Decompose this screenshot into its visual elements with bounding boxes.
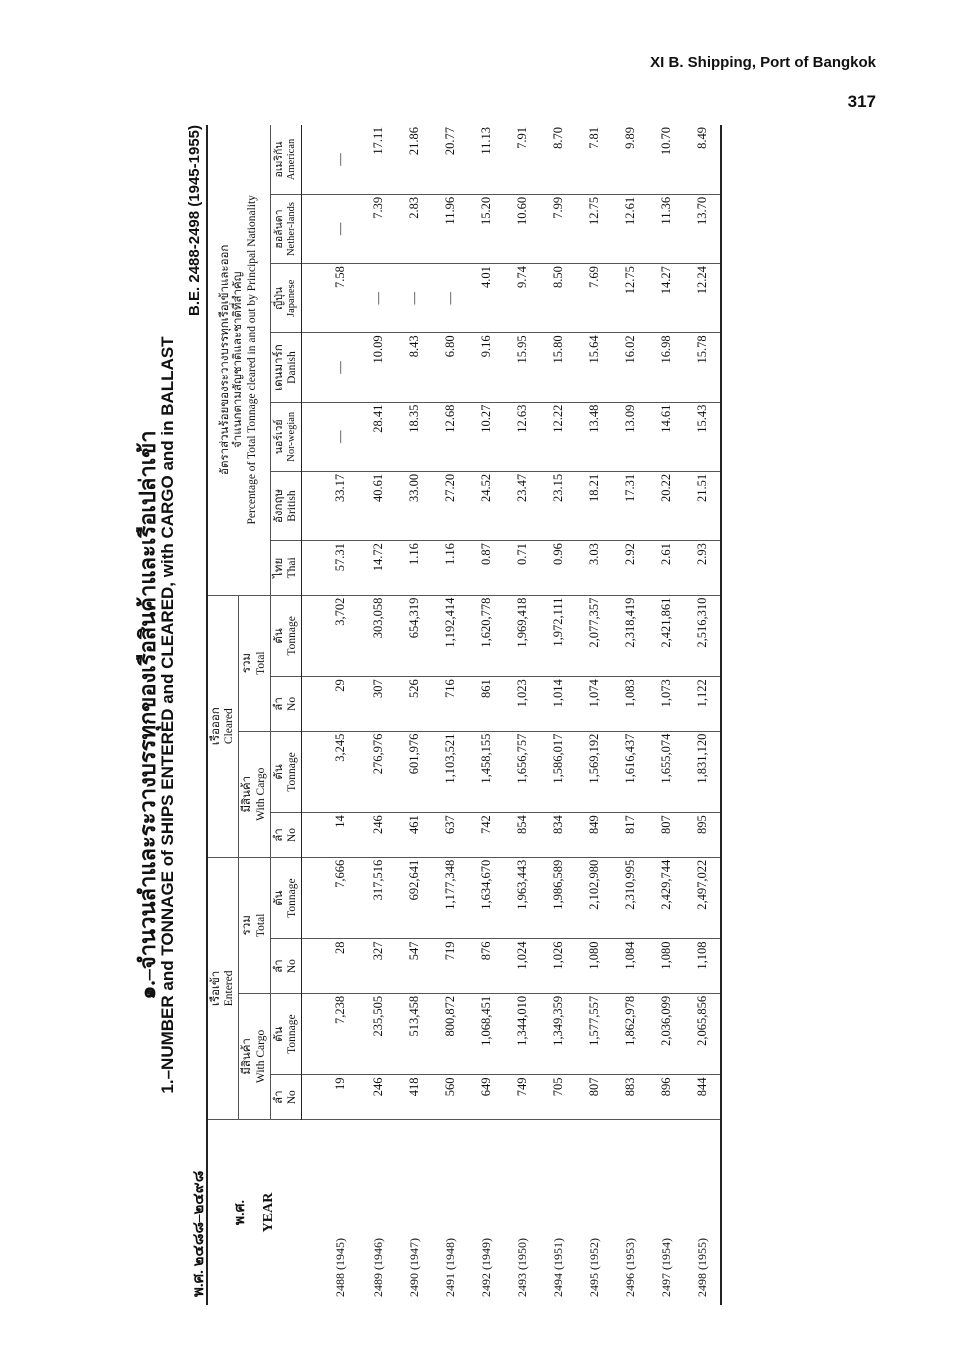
with-cargo-thai: มีสินค้า bbox=[241, 1038, 254, 1075]
nationality-thai: อังกฤษ bbox=[272, 489, 285, 524]
cleared-cargo-tonnage-cell: 1,103,521 bbox=[432, 731, 468, 813]
cleared-header-thai: เรือออก bbox=[210, 707, 222, 746]
entered-total-tonnage-cell: 317,516 bbox=[360, 857, 396, 939]
pct-american-cell: 7.91 bbox=[504, 125, 540, 194]
entered-total-tonnage-cell: 2,310,995 bbox=[612, 857, 648, 939]
tonnage-header bbox=[270, 857, 301, 939]
nationality-header-american-col bbox=[270, 125, 301, 194]
total-english: Total bbox=[254, 913, 267, 938]
pct-japanese-cell: — bbox=[396, 264, 432, 333]
pct-japanese-cell: 4.01 bbox=[468, 264, 504, 333]
entered-cargo-tonnage-cell: 1,344,010 bbox=[504, 993, 540, 1075]
cleared-cargo-no-cell: 895 bbox=[684, 813, 721, 858]
cleared-cargo-tonnage-cell: 1,616,437 bbox=[612, 731, 648, 813]
pct-thai-cell: 2.61 bbox=[648, 541, 684, 595]
pct-american-cell: — bbox=[302, 125, 361, 194]
no-header bbox=[270, 939, 301, 993]
tonnage-thai: ตัน bbox=[272, 764, 285, 780]
cleared-cargo-tonnage-cell: 1,458,155 bbox=[468, 731, 504, 813]
entered-total-tonnage-cell: 2,429,744 bbox=[648, 857, 684, 939]
entered-total-no-cell: 327 bbox=[360, 939, 396, 993]
entered-cargo-no-cell: 844 bbox=[684, 1075, 721, 1120]
cleared-header bbox=[207, 595, 239, 857]
tonnage-header bbox=[270, 731, 301, 813]
nationality-english: Nor-wegian bbox=[286, 411, 298, 462]
table-row bbox=[360, 125, 396, 1305]
no-english: No bbox=[286, 959, 299, 974]
pct-norwegian-cell: 18.35 bbox=[396, 402, 432, 471]
table-title-english: 1.–NUMBER and TONNAGE of SHIPS ENTERED and CLEARED, with CARGO and in BALLAST bbox=[158, 336, 177, 1094]
pct-netherlands-cell: 13.70 bbox=[684, 194, 721, 263]
pct-norwegian-cell: — bbox=[302, 402, 361, 471]
tonnage-english: Tonnage bbox=[286, 752, 299, 792]
table-row bbox=[684, 125, 721, 1305]
table-row bbox=[302, 125, 361, 1305]
entered-cargo-tonnage-cell: 2,065,856 bbox=[684, 993, 721, 1075]
nationality-english: British bbox=[286, 490, 299, 522]
total-thai: รวม bbox=[241, 653, 254, 674]
cleared-cargo-no-cell: 637 bbox=[432, 813, 468, 858]
pct-thai-cell: 57.31 bbox=[302, 541, 361, 595]
nationality-header-netherlands-col bbox=[270, 194, 301, 263]
cleared-total-no-cell: 29 bbox=[302, 677, 361, 731]
entered-cargo-tonnage-cell: 1,862,978 bbox=[612, 993, 648, 1075]
year-cell: 2498 (1955) bbox=[694, 1238, 709, 1297]
entered-cargo-no-cell: 705 bbox=[540, 1075, 576, 1120]
pct-thai-cell: 3.03 bbox=[576, 541, 612, 595]
entered-cargo-tonnage-cell: 1,349,359 bbox=[540, 993, 576, 1075]
cleared-total-no-cell: 526 bbox=[396, 677, 432, 731]
pct-danish-cell: 10.09 bbox=[360, 333, 396, 402]
pct-american-cell: 10.70 bbox=[648, 125, 684, 194]
tonnage-english: Tonnage bbox=[286, 616, 299, 656]
pct-netherlands-cell: 7.99 bbox=[540, 194, 576, 263]
pct-netherlands-cell: 11.96 bbox=[432, 194, 468, 263]
pct-thai-cell: 1.16 bbox=[396, 541, 432, 595]
pct-netherlands-cell: 2.83 bbox=[396, 194, 432, 263]
cleared-cargo-tonnage-cell: 1,831,120 bbox=[684, 731, 721, 813]
nationality-header-japanese-col bbox=[270, 264, 301, 333]
cleared-total-no-cell: 1,074 bbox=[576, 677, 612, 731]
pct-netherlands-cell: 10.60 bbox=[504, 194, 540, 263]
pct-british-cell: 21.51 bbox=[684, 471, 721, 540]
cleared-total-tonnage-cell: 1,620,778 bbox=[468, 595, 504, 677]
no-header bbox=[270, 813, 301, 858]
pct-american-cell: 8.70 bbox=[540, 125, 576, 194]
entered-cargo-tonnage-cell: 513,458 bbox=[396, 993, 432, 1075]
no-english: No bbox=[286, 828, 299, 843]
table-body bbox=[302, 125, 722, 1305]
pct-norwegian-cell: 28.41 bbox=[360, 402, 396, 471]
pct-american-cell: 11.13 bbox=[468, 125, 504, 194]
table-row bbox=[432, 125, 468, 1305]
tonnage-header bbox=[270, 595, 301, 677]
cleared-total-tonnage-cell: 2,421,861 bbox=[648, 595, 684, 677]
pct-british-cell: 24.52 bbox=[468, 471, 504, 540]
pct-american-cell: 21.86 bbox=[396, 125, 432, 194]
year-header-english: YEAR bbox=[260, 1192, 276, 1233]
pct-netherlands-cell: — bbox=[302, 194, 361, 263]
year-cell: 2492 (1949) bbox=[478, 1238, 493, 1297]
pct-thai-cell: 2.93 bbox=[684, 541, 721, 595]
nationality-thai: ญี่ปุ่น bbox=[274, 286, 286, 310]
pct-thai-cell: 1.16 bbox=[432, 541, 468, 595]
tonnage-header bbox=[270, 993, 301, 1075]
nationality-thai: อเมริกัน bbox=[274, 141, 286, 178]
cleared-total-tonnage-cell: 2,516,310 bbox=[684, 595, 721, 677]
entered-total-tonnage-cell: 692,641 bbox=[396, 857, 432, 939]
pct-netherlands-cell: 12.75 bbox=[576, 194, 612, 263]
pct-danish-cell: 15.95 bbox=[504, 333, 540, 402]
pct-japanese-cell: 9.74 bbox=[504, 264, 540, 333]
year-cell: 2494 (1951) bbox=[550, 1238, 565, 1297]
percentage-header-thai-2: จำแนกตามสัญชาติและชาติที่สำคัญ bbox=[232, 271, 245, 448]
table-row bbox=[648, 125, 684, 1305]
pct-thai-cell: 14.72 bbox=[360, 541, 396, 595]
table-row bbox=[504, 125, 540, 1305]
table-row bbox=[468, 125, 504, 1305]
running-head: XI B. Shipping, Port of Bangkok bbox=[650, 54, 876, 71]
pct-british-cell: 23.15 bbox=[540, 471, 576, 540]
entered-total-no-cell: 1,024 bbox=[504, 939, 540, 993]
page-number: 317 bbox=[847, 92, 876, 111]
cleared-cargo-no-cell: 14 bbox=[302, 813, 361, 858]
pct-danish-cell: 16.98 bbox=[648, 333, 684, 402]
total-english: Total bbox=[254, 651, 267, 675]
cleared-total-no-cell: 861 bbox=[468, 677, 504, 731]
pct-norwegian-cell: 15.43 bbox=[684, 402, 721, 471]
cleared-total-no-cell: 1,122 bbox=[684, 677, 721, 731]
cleared-total-header bbox=[239, 595, 270, 731]
cleared-total-tonnage-cell: 1,969,418 bbox=[504, 595, 540, 677]
cleared-total-tonnage-cell: 2,318,419 bbox=[612, 595, 648, 677]
entered-cargo-no-cell: 749 bbox=[504, 1075, 540, 1120]
pct-thai-cell: 0.96 bbox=[540, 541, 576, 595]
pct-american-cell: 20.77 bbox=[432, 125, 468, 194]
entered-with-cargo-header bbox=[239, 993, 270, 1119]
nationality-header-british-col bbox=[270, 471, 301, 540]
cleared-total-no-cell: 307 bbox=[360, 677, 396, 731]
no-english: No bbox=[286, 1090, 299, 1105]
pct-danish-cell: 15.78 bbox=[684, 333, 721, 402]
table-title-thai: ๑.–จำนวนลำและระวางบรรทุกของเรือสินค้าและเรือเปล่าเข้า bbox=[135, 430, 160, 1000]
pct-american-cell: 9.89 bbox=[612, 125, 648, 194]
entered-total-no-cell: 719 bbox=[432, 939, 468, 993]
cleared-total-no-cell: 716 bbox=[432, 677, 468, 731]
entered-header-english: Entered bbox=[223, 970, 236, 1007]
entered-total-tonnage-cell: 7,666 bbox=[302, 857, 361, 939]
nationality-header-norwegian-col bbox=[270, 402, 301, 471]
cleared-total-no-cell: 1,023 bbox=[504, 677, 540, 731]
pct-norwegian-cell: 13.09 bbox=[612, 402, 648, 471]
tonnage-thai: ตัน bbox=[272, 1026, 285, 1042]
nationality-english: Danish bbox=[286, 351, 299, 384]
pct-danish-cell: 8.43 bbox=[396, 333, 432, 402]
cleared-cargo-no-cell: 854 bbox=[504, 813, 540, 858]
cleared-cargo-no-cell: 807 bbox=[648, 813, 684, 858]
entered-total-tonnage-cell: 1,963,443 bbox=[504, 857, 540, 939]
nationality-thai: นอร์เวย์ bbox=[274, 419, 286, 455]
pct-american-cell: 17.11 bbox=[360, 125, 396, 194]
cleared-cargo-no-cell: 461 bbox=[396, 813, 432, 858]
entered-cargo-no-cell: 807 bbox=[576, 1075, 612, 1120]
entered-total-no-cell: 1,080 bbox=[648, 939, 684, 993]
entered-cargo-tonnage-cell: 7,238 bbox=[302, 993, 361, 1075]
entered-header-thai: เรือเข้า bbox=[210, 970, 222, 1007]
entered-header bbox=[207, 857, 239, 1119]
tonnage-thai: ตัน bbox=[272, 890, 285, 906]
pct-british-cell: 40.61 bbox=[360, 471, 396, 540]
pct-japanese-cell: 12.75 bbox=[612, 264, 648, 333]
entered-total-no-cell: 876 bbox=[468, 939, 504, 993]
nationality-header-thai-col bbox=[270, 541, 301, 595]
cleared-header-english: Cleared bbox=[223, 708, 236, 745]
pct-norwegian-cell: 12.63 bbox=[504, 402, 540, 471]
with-cargo-english: With Cargo bbox=[254, 1029, 267, 1084]
cleared-cargo-no-cell: 834 bbox=[540, 813, 576, 858]
pct-netherlands-cell: 7.39 bbox=[360, 194, 396, 263]
cleared-cargo-tonnage-cell: 601,976 bbox=[396, 731, 432, 813]
pct-british-cell: 27.20 bbox=[432, 471, 468, 540]
pct-danish-cell: — bbox=[302, 333, 361, 402]
entered-total-tonnage-cell: 1,986,589 bbox=[540, 857, 576, 939]
entered-total-tonnage-cell: 1,634,670 bbox=[468, 857, 504, 939]
pct-british-cell: 17.31 bbox=[612, 471, 648, 540]
tonnage-english: Tonnage bbox=[286, 1014, 299, 1054]
pct-british-cell: 23.47 bbox=[504, 471, 540, 540]
pct-japanese-cell: 8.50 bbox=[540, 264, 576, 333]
year-cell: 2490 (1947) bbox=[406, 1238, 421, 1297]
pct-norwegian-cell: 12.68 bbox=[432, 402, 468, 471]
no-thai: ลำ bbox=[272, 1090, 285, 1104]
pct-norwegian-cell: 13.48 bbox=[576, 402, 612, 471]
no-thai: ลำ bbox=[272, 959, 285, 973]
pct-norwegian-cell: 12.22 bbox=[540, 402, 576, 471]
nationality-english: Japanese bbox=[286, 279, 298, 317]
pct-thai-cell: 2.92 bbox=[612, 541, 648, 595]
cleared-cargo-no-cell: 246 bbox=[360, 813, 396, 858]
no-header bbox=[270, 1075, 301, 1120]
cleared-cargo-tonnage-cell: 1,569,192 bbox=[576, 731, 612, 813]
cleared-cargo-no-cell: 849 bbox=[576, 813, 612, 858]
entered-cargo-no-cell: 883 bbox=[612, 1075, 648, 1120]
cleared-cargo-tonnage-cell: 1,656,757 bbox=[504, 731, 540, 813]
pct-danish-cell: 15.64 bbox=[576, 333, 612, 402]
entered-cargo-tonnage-cell: 2,036,099 bbox=[648, 993, 684, 1075]
entered-cargo-tonnage-cell: 1,068,451 bbox=[468, 993, 504, 1075]
pct-japanese-cell: 12.24 bbox=[684, 264, 721, 333]
with-cargo-thai: มีสินค้า bbox=[241, 775, 254, 813]
cleared-total-no-cell: 1,083 bbox=[612, 677, 648, 731]
cleared-total-tonnage-cell: 1,192,414 bbox=[432, 595, 468, 677]
entered-cargo-no-cell: 246 bbox=[360, 1075, 396, 1120]
entered-total-no-cell: 28 bbox=[302, 939, 361, 993]
pct-american-cell: 8.49 bbox=[684, 125, 721, 194]
year-cell: 2496 (1953) bbox=[622, 1238, 637, 1297]
pct-norwegian-cell: 10.27 bbox=[468, 402, 504, 471]
no-header bbox=[270, 677, 301, 731]
pct-japanese-cell: 7.58 bbox=[302, 264, 361, 333]
pct-netherlands-cell: 11.36 bbox=[648, 194, 684, 263]
year-range-english: B.E. 2488-2498 (1945-1955) bbox=[186, 125, 203, 316]
cleared-cargo-tonnage-cell: 276,976 bbox=[360, 731, 396, 813]
pct-netherlands-cell: 12.61 bbox=[612, 194, 648, 263]
no-english: No bbox=[286, 696, 299, 711]
no-thai: ลำ bbox=[272, 697, 285, 711]
pct-japanese-cell: 14.27 bbox=[648, 264, 684, 333]
cleared-cargo-no-cell: 742 bbox=[468, 813, 504, 858]
year-range-thai: พ.ศ. ๒๔๘๘–๒๔๙๘ bbox=[191, 1170, 207, 1297]
pct-thai-cell: 0.71 bbox=[504, 541, 540, 595]
cleared-total-tonnage-cell: 654,319 bbox=[396, 595, 432, 677]
entered-cargo-no-cell: 560 bbox=[432, 1075, 468, 1120]
entered-cargo-no-cell: 649 bbox=[468, 1075, 504, 1120]
year-header bbox=[207, 1119, 302, 1305]
pct-danish-cell: 16.02 bbox=[612, 333, 648, 402]
entered-total-tonnage-cell: 1,177,348 bbox=[432, 857, 468, 939]
pct-american-cell: 7.81 bbox=[576, 125, 612, 194]
percentage-header-thai-1: อัตราส่วนร้อยของระวางบรรทุกเรือเข้าและออก bbox=[219, 244, 232, 475]
entered-cargo-no-cell: 418 bbox=[396, 1075, 432, 1120]
year-cell: 2488 (1945) bbox=[332, 1238, 347, 1297]
pct-norwegian-cell: 14.61 bbox=[648, 402, 684, 471]
pct-japanese-cell: — bbox=[360, 264, 396, 333]
entered-cargo-no-cell: 19 bbox=[302, 1075, 361, 1120]
tonnage-english: Tonnage bbox=[286, 878, 299, 918]
nationality-thai: ฮอลันดา bbox=[274, 209, 286, 249]
nationality-header-danish-col bbox=[270, 333, 301, 402]
pct-danish-cell: 15.80 bbox=[540, 333, 576, 402]
nationality-english: American bbox=[286, 138, 298, 181]
entered-cargo-tonnage-cell: 1,577,557 bbox=[576, 993, 612, 1075]
cleared-total-no-cell: 1,073 bbox=[648, 677, 684, 731]
entered-cargo-no-cell: 896 bbox=[648, 1075, 684, 1120]
entered-total-no-cell: 1,026 bbox=[540, 939, 576, 993]
percentage-header-english: Percentage of Total Tonnage cleared in and out by Principal Nationality bbox=[245, 195, 258, 525]
pct-british-cell: 18.21 bbox=[576, 471, 612, 540]
entered-cargo-tonnage-cell: 235,505 bbox=[360, 993, 396, 1075]
cleared-with-cargo-header bbox=[239, 731, 270, 857]
year-cell: 2497 (1954) bbox=[658, 1238, 673, 1297]
year-header-thai: พ.ศ. bbox=[232, 1199, 248, 1226]
nationality-thai: เดนมาร์ก bbox=[272, 344, 285, 391]
cleared-cargo-tonnage-cell: 1,586,017 bbox=[540, 731, 576, 813]
entered-total-header bbox=[239, 857, 270, 993]
entered-cargo-tonnage-cell: 800,872 bbox=[432, 993, 468, 1075]
cleared-cargo-tonnage-cell: 1,655,074 bbox=[648, 731, 684, 813]
cleared-cargo-tonnage-cell: 3,245 bbox=[302, 731, 361, 813]
entered-total-no-cell: 547 bbox=[396, 939, 432, 993]
table-row bbox=[612, 125, 648, 1305]
pct-japanese-cell: — bbox=[432, 264, 468, 333]
table-row bbox=[576, 125, 612, 1305]
total-thai: รวม bbox=[241, 915, 254, 936]
entered-total-no-cell: 1,084 bbox=[612, 939, 648, 993]
cleared-cargo-no-cell: 817 bbox=[612, 813, 648, 858]
year-cell: 2491 (1948) bbox=[442, 1238, 457, 1297]
cleared-total-no-cell: 1,014 bbox=[540, 677, 576, 731]
shipping-table bbox=[206, 125, 722, 1305]
pct-danish-cell: 6.80 bbox=[432, 333, 468, 402]
pct-danish-cell: 9.16 bbox=[468, 333, 504, 402]
nationality-english: Nether-lands bbox=[286, 202, 298, 257]
entered-total-no-cell: 1,080 bbox=[576, 939, 612, 993]
cleared-total-tonnage-cell: 2,077,357 bbox=[576, 595, 612, 677]
pct-british-cell: 33.17 bbox=[302, 471, 361, 540]
year-cell: 2489 (1946) bbox=[370, 1238, 385, 1297]
table-row bbox=[396, 125, 432, 1305]
nationality-english: Thai bbox=[286, 557, 299, 579]
year-cell: 2495 (1952) bbox=[586, 1238, 601, 1297]
pct-thai-cell: 0.87 bbox=[468, 541, 504, 595]
nationality-thai: ไทย bbox=[272, 557, 285, 578]
pct-british-cell: 20.22 bbox=[648, 471, 684, 540]
percentage-header bbox=[207, 125, 270, 595]
pct-british-cell: 33.00 bbox=[396, 471, 432, 540]
tonnage-thai: ตัน bbox=[272, 628, 285, 644]
rotated-table-page bbox=[130, 125, 880, 1305]
pct-japanese-cell: 7.69 bbox=[576, 264, 612, 333]
year-cell: 2493 (1950) bbox=[514, 1238, 529, 1297]
cleared-total-tonnage-cell: 303,058 bbox=[360, 595, 396, 677]
entered-total-tonnage-cell: 2,102,980 bbox=[576, 857, 612, 939]
cleared-total-tonnage-cell: 3,702 bbox=[302, 595, 361, 677]
with-cargo-english: With Cargo bbox=[254, 767, 267, 821]
entered-total-no-cell: 1,108 bbox=[684, 939, 721, 993]
entered-total-tonnage-cell: 2,497,022 bbox=[684, 857, 721, 939]
no-thai: ลำ bbox=[272, 828, 285, 842]
pct-netherlands-cell: 15.20 bbox=[468, 194, 504, 263]
cleared-total-tonnage-cell: 1,972,111 bbox=[540, 595, 576, 677]
table-row bbox=[540, 125, 576, 1305]
